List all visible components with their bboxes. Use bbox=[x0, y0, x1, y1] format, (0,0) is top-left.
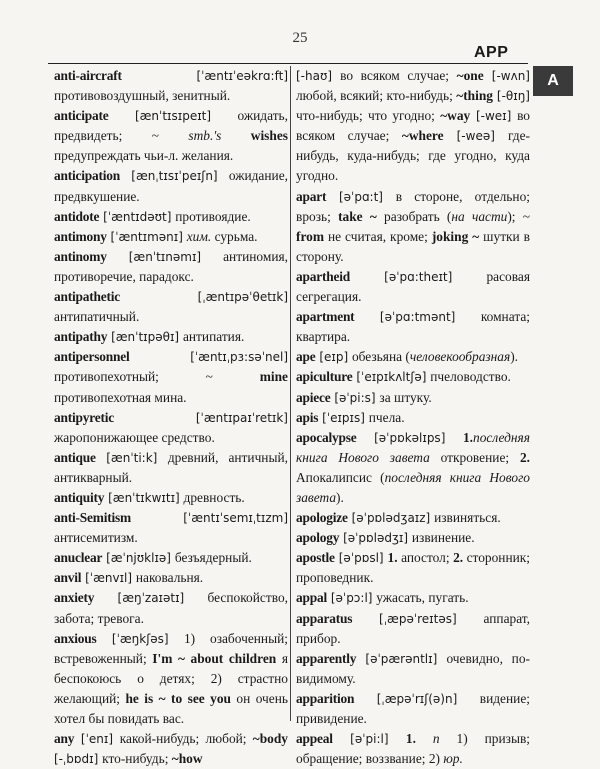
phrase-example: 1. bbox=[387, 550, 398, 566]
definition-text: предупреждать чьи-л. желания. bbox=[54, 148, 234, 164]
headword: anticipate bbox=[54, 108, 109, 124]
definition-text: он очень хотел бы повидать вас. bbox=[54, 690, 289, 726]
left-column bbox=[54, 66, 288, 769]
phrase-example: ~where bbox=[401, 128, 444, 144]
headword: apocalypse bbox=[296, 429, 357, 445]
definition-text: расовая сегрегация. bbox=[296, 268, 530, 305]
dictionary-entry bbox=[296, 508, 530, 528]
definition-text: противоядие. bbox=[175, 208, 251, 224]
phrase-example: take ~ bbox=[338, 208, 377, 224]
phrase-example: wishes bbox=[221, 128, 288, 144]
definition-text: антиномия, противоречие, парадокс. bbox=[54, 248, 288, 284]
transcription: [ˈænvɪl] bbox=[81, 571, 136, 586]
transcription: [əˈpɒkəlɪps] bbox=[356, 430, 463, 445]
dictionary-entry bbox=[296, 609, 530, 649]
dictionary-entry bbox=[54, 327, 288, 347]
dictionary-entry bbox=[296, 428, 530, 508]
definition-text: Апокалипсис ( bbox=[296, 469, 385, 485]
dictionary-entry bbox=[296, 548, 530, 588]
definition-text: во всяком случае; bbox=[340, 68, 457, 83]
transcription: [ˈæntɪpaɪˈretɪk] bbox=[114, 410, 288, 425]
usage-label: последняя книга Нового завета bbox=[296, 429, 530, 465]
dictionary-entry bbox=[54, 729, 288, 769]
definition-text: наковальня. bbox=[135, 570, 204, 586]
thumb-index-tab: A bbox=[533, 66, 573, 96]
transcription: [ænˈtɪnəmɪ] bbox=[106, 249, 224, 264]
dictionary-entry bbox=[296, 729, 530, 769]
headword: appeal bbox=[296, 731, 333, 747]
headword: anxiety bbox=[54, 590, 95, 606]
headword: anti-aircraft bbox=[54, 68, 122, 83]
definition-text: за штуку. bbox=[379, 389, 432, 405]
definition-text: ужасать, пугать. bbox=[376, 590, 469, 606]
dictionary-entry bbox=[54, 247, 288, 287]
definition-text: разобрать ( bbox=[376, 208, 452, 224]
headword: apiculture bbox=[296, 369, 353, 385]
definition-text: противопехотный; ~ bbox=[54, 369, 260, 385]
dictionary-entry bbox=[296, 267, 530, 307]
transcription: [əˈpɑ:tmənt] bbox=[354, 310, 481, 325]
headword: apart bbox=[296, 188, 327, 204]
transcription: [əˈpɑ:theɪt] bbox=[350, 269, 487, 284]
page-number: 25 bbox=[292, 30, 308, 46]
headword: anticipation bbox=[54, 168, 121, 184]
definition-text: сурьма. bbox=[211, 228, 258, 244]
dictionary-entry bbox=[54, 448, 288, 488]
definition-text: аппарат, прибор. bbox=[296, 610, 530, 646]
headword: antipathy bbox=[54, 329, 108, 345]
phrase-example: ~body bbox=[252, 731, 288, 747]
headword: antinomy bbox=[54, 248, 107, 264]
definition-text: извинение. bbox=[411, 530, 475, 546]
definition-text: ожидание, предвкушение. bbox=[54, 168, 288, 204]
definition-text: апостол; bbox=[397, 550, 454, 566]
headword: antiquity bbox=[54, 489, 105, 505]
dictionary-entry bbox=[54, 227, 288, 247]
phrase-example: ~thing bbox=[456, 88, 493, 104]
phrase-example: from bbox=[296, 228, 325, 244]
phrase-example: he is ~ to see you bbox=[125, 690, 231, 706]
transcription: [ˌæpəˈreɪtəs] bbox=[352, 611, 484, 626]
phrase-example: I'm ~ about children bbox=[152, 650, 277, 666]
definition-text: любой, всякий; кто-нибудь; bbox=[296, 88, 457, 104]
phrase-example: 2. bbox=[453, 550, 464, 566]
phrase-example: joking ~ bbox=[431, 228, 480, 244]
transcription: [əˈpi:l] bbox=[332, 732, 406, 747]
phrase-example: 1. bbox=[405, 731, 416, 747]
usage-label: smb.'s bbox=[188, 128, 222, 144]
definition-text: антипатичный. bbox=[54, 309, 140, 325]
definition-text: я беспокоюсь о детях; 2) страстно желающий; bbox=[54, 650, 288, 706]
dictionary-entry bbox=[296, 649, 530, 689]
headword: apparatus bbox=[296, 610, 353, 626]
transcription: [ænˌtɪsɪˈpeɪʃn] bbox=[120, 169, 229, 184]
dictionary-entry bbox=[54, 508, 288, 548]
headword: apologize bbox=[296, 510, 348, 526]
definition-text: антисемитизм. bbox=[54, 530, 138, 546]
transcription: [əˈpɒsl] bbox=[334, 551, 388, 566]
definition-text: ). bbox=[336, 489, 344, 505]
transcription: [əˈpɑ:t] bbox=[326, 189, 396, 204]
phrase-example: ~how bbox=[171, 751, 203, 767]
dictionary-entry bbox=[54, 287, 288, 327]
definition-text: сторонник; проповедник. bbox=[296, 550, 531, 586]
transcription: [əˈpɔ:l] bbox=[327, 591, 377, 606]
transcription: [eɪp] bbox=[315, 350, 352, 365]
headword: apostle bbox=[296, 550, 335, 566]
usage-label: на части bbox=[451, 208, 508, 224]
running-head: APP bbox=[474, 44, 509, 61]
dictionary-entry bbox=[54, 66, 288, 106]
headword: anti-Semitism bbox=[54, 510, 131, 526]
transcription: [ˈeɪpɪkʌltʃə] bbox=[352, 370, 431, 385]
dictionary-entry bbox=[54, 207, 288, 227]
definition-text: очевидно, по-видимому. bbox=[296, 650, 530, 686]
usage-label: человекообразная bbox=[409, 349, 511, 365]
definition-text: ). bbox=[510, 349, 519, 365]
definition-text: не считая, кроме; bbox=[324, 228, 432, 244]
transcription: [əˈpɒlədʒaɪz] bbox=[347, 511, 435, 526]
dictionary-entry bbox=[54, 347, 288, 407]
definition-text: что-нибудь; что угодно; bbox=[296, 108, 441, 124]
dictionary-entry bbox=[296, 388, 530, 408]
phrase-example: mine bbox=[259, 369, 288, 385]
transcription: [-weɪ] bbox=[470, 109, 518, 124]
headword: apartment bbox=[296, 309, 355, 325]
transcription: [ˈeɪpɪs] bbox=[318, 410, 369, 425]
column-divider bbox=[290, 66, 291, 721]
dictionary-entry bbox=[54, 548, 288, 568]
usage-label: юр. bbox=[443, 751, 463, 767]
transcription: [-θɪŋ] bbox=[492, 89, 530, 104]
headword: antipyretic bbox=[54, 409, 115, 425]
definition-text: безъядерный. bbox=[174, 550, 252, 566]
dictionary-entry bbox=[296, 66, 530, 187]
transcription: [ˈæntɪdəʊt] bbox=[99, 209, 176, 224]
transcription: [ænˈtɪsɪpeɪt] bbox=[108, 109, 238, 124]
transcription: [əˈpi:s] bbox=[330, 390, 380, 405]
right-column bbox=[296, 66, 530, 769]
transcription: [ˌæpəˈrɪʃ(ə)n] bbox=[354, 691, 480, 706]
headword: antique bbox=[54, 449, 96, 465]
definition-text: жаропонижающее средство. bbox=[54, 429, 215, 445]
transcription: [ænˈtɪpəθɪ] bbox=[107, 330, 183, 345]
transcription: [ˈæntɪmənɪ] bbox=[106, 229, 187, 244]
headword: anvil bbox=[54, 570, 82, 586]
definition-text: извиняться. bbox=[434, 510, 501, 526]
definition-text: противовоздушный, зенитный. bbox=[54, 88, 231, 104]
phrase-example: ~way bbox=[440, 108, 471, 124]
definition-text: древний, античный, антикварный. bbox=[54, 449, 288, 485]
definition-text: откровение; bbox=[429, 449, 520, 465]
dictionary-entry bbox=[296, 347, 530, 367]
usage-label: последняя книга Нового завета bbox=[296, 469, 530, 505]
transcription: [ˈæntɪˈsemɪˌtɪzm] bbox=[131, 511, 288, 526]
transcription: [ˈæntɪˈeəkrɑ:ft] bbox=[121, 69, 288, 83]
definition-text: ожидать, предвидеть; ~ bbox=[54, 108, 288, 144]
definition-text: пчеловодство. bbox=[430, 369, 511, 385]
headword: appal bbox=[296, 590, 328, 606]
definition-text: пчела. bbox=[368, 409, 405, 425]
transcription: [ænˈti:k] bbox=[95, 450, 168, 465]
headword: anuclear bbox=[54, 550, 103, 566]
definition-text: кто-нибудь; bbox=[102, 751, 172, 767]
dictionary-entry bbox=[296, 588, 530, 608]
transcription: [-wʌn] bbox=[483, 69, 530, 83]
transcription: [-weə] bbox=[443, 129, 508, 144]
dictionary-entry bbox=[54, 588, 288, 628]
dictionary-entry bbox=[296, 307, 530, 347]
headword: apology bbox=[296, 530, 340, 546]
definition-text: противопехотная мина. bbox=[54, 389, 187, 405]
definition-text: комната; квартира. bbox=[296, 309, 530, 345]
definition-text: видение; привидение. bbox=[296, 690, 530, 726]
definition-text: где-нибудь, куда-нибудь; где угодно, куда угодно. bbox=[296, 128, 530, 184]
definition-text: древность. bbox=[183, 489, 245, 505]
definition-text: в стороне, отдельно; врозь; bbox=[296, 188, 530, 224]
definition-text: ); ~ bbox=[507, 208, 531, 224]
phrase-example: ~one bbox=[456, 68, 484, 83]
header-rule bbox=[48, 63, 528, 64]
headword: antipersonnel bbox=[54, 349, 130, 365]
phrase-example: 2. bbox=[519, 449, 530, 465]
definition-text: какой-нибудь; любой; bbox=[119, 731, 253, 747]
definition-text: антипатия. bbox=[182, 329, 245, 345]
headword: ape bbox=[296, 349, 316, 365]
dictionary-entry bbox=[296, 367, 530, 387]
dictionary-entry bbox=[296, 689, 530, 729]
headword: apparition bbox=[296, 690, 355, 706]
transcription: [ˈæŋkʃəs] bbox=[96, 631, 184, 646]
transcription: [-ˌbɒdɪ] bbox=[54, 752, 103, 767]
dictionary-entry bbox=[296, 528, 530, 548]
definition-text: шутки в сторону. bbox=[296, 228, 530, 264]
definition-text: обезьяна ( bbox=[351, 349, 410, 365]
definition-text: 1) призыв; обращение; воззвание; 2) bbox=[296, 731, 530, 767]
headword: apiece bbox=[296, 389, 331, 405]
transcription: [əˈpærəntlɪ] bbox=[356, 651, 447, 666]
transcription: [æŋˈzaɪətɪ] bbox=[94, 591, 208, 606]
headword: apis bbox=[296, 409, 319, 425]
transcription: [-haʊ] bbox=[296, 69, 341, 83]
transcription: [ænˈtɪkwɪtɪ] bbox=[104, 490, 184, 505]
headword: antipathetic bbox=[54, 289, 121, 305]
headword: apartheid bbox=[296, 268, 350, 284]
dictionary-entry bbox=[296, 408, 530, 428]
dictionary-entry bbox=[54, 408, 288, 448]
headword: antimony bbox=[54, 228, 107, 244]
headword: apparently bbox=[296, 650, 357, 666]
dictionary-entry bbox=[54, 488, 288, 508]
transcription: [ˌæntɪpəˈθetɪk] bbox=[120, 290, 288, 305]
headword: antidote bbox=[54, 208, 100, 224]
phrase-example: 1. bbox=[462, 429, 474, 445]
transcription: [ˈenɪ] bbox=[74, 732, 120, 747]
definition-text: во всяком случае; bbox=[296, 108, 530, 144]
definition-text: беспокойство, забота; тревога. bbox=[54, 590, 288, 626]
transcription: [ˈæntɪˌpɜ:səˈnel] bbox=[129, 350, 288, 365]
dictionary-entry bbox=[54, 629, 288, 729]
transcription: [əˈpɒlədʒɪ] bbox=[339, 531, 412, 546]
headword: anxious bbox=[54, 630, 97, 646]
usage-label: хим. bbox=[186, 228, 212, 244]
dictionary-entry bbox=[54, 166, 288, 206]
usage-label: n bbox=[415, 731, 440, 747]
dictionary-entry bbox=[296, 187, 530, 267]
transcription: [æˈnjʊklɪə] bbox=[102, 551, 175, 566]
dictionary-entry bbox=[54, 106, 288, 166]
dictionary-entry bbox=[54, 568, 288, 588]
headword: any bbox=[54, 731, 75, 747]
definition-text: 1) озабоченный; встревоженный; bbox=[54, 630, 288, 666]
